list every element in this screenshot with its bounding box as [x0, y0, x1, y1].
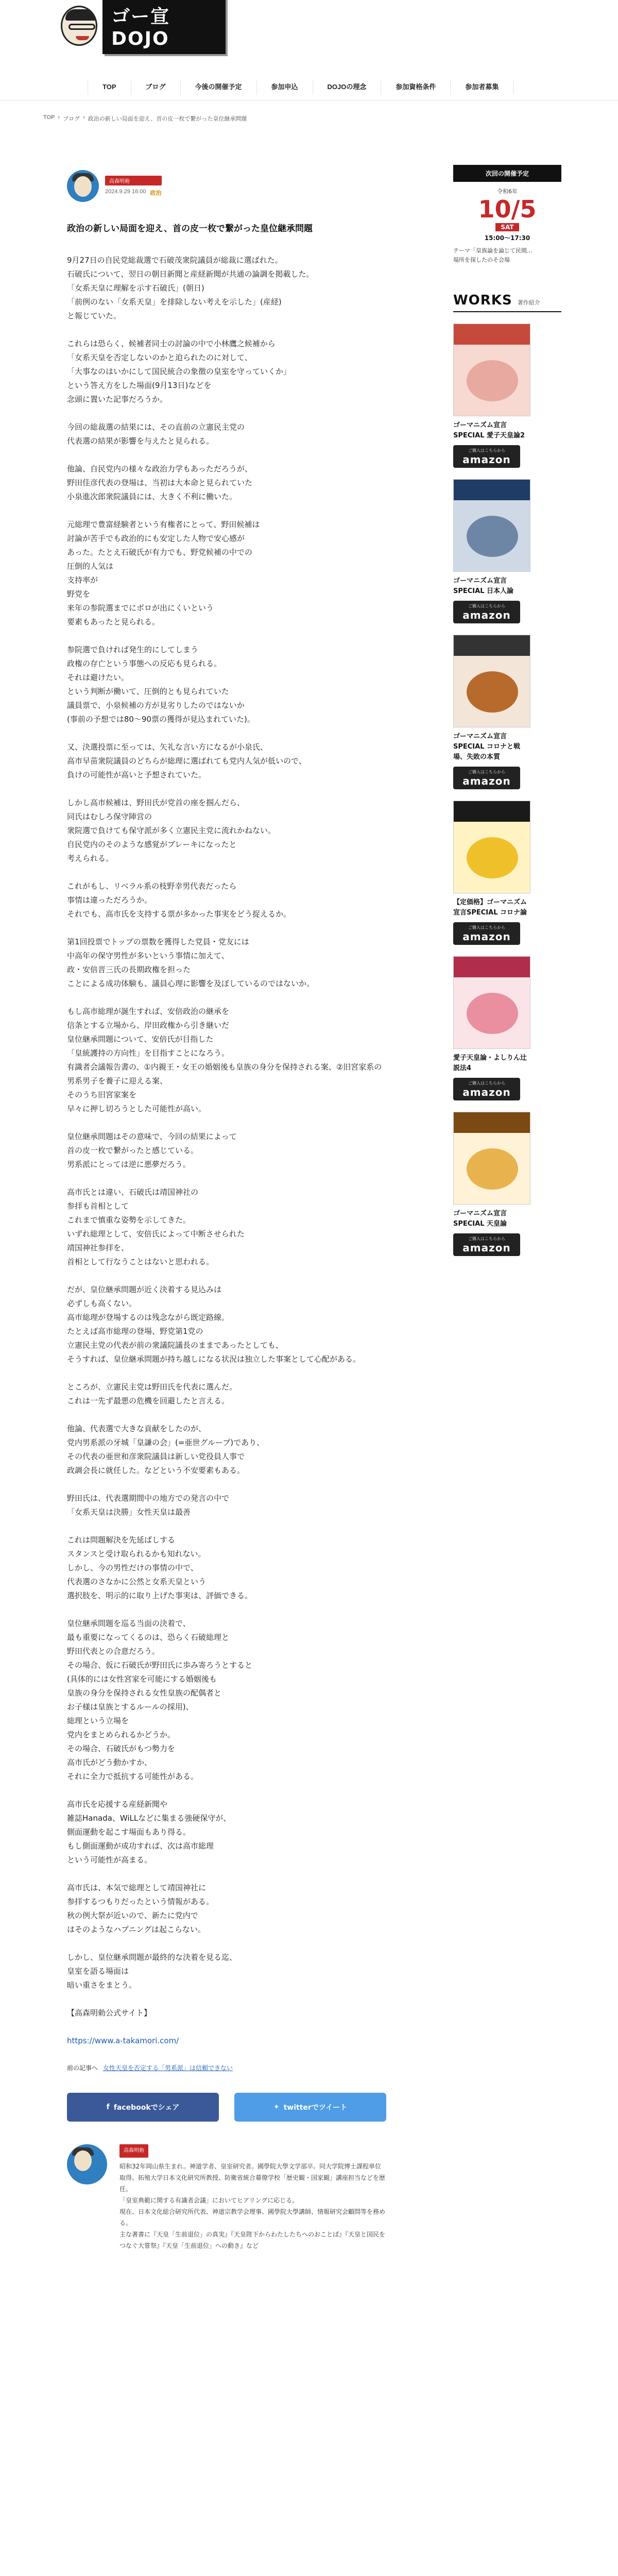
book-cover[interactable]: [453, 1112, 530, 1205]
article-paragraph: しかし、皇位継承問題が最終的な決着を見る迄、 皇室を語る場面は 暗い重さをまとう。: [67, 1952, 237, 1990]
bio-avatar: [67, 2144, 107, 2184]
nav-item-philosophy[interactable]: DOJOの理念: [313, 79, 381, 95]
related-label: 前の記事へ: [67, 2064, 98, 2072]
amazon-logo-icon: amazon: [462, 1086, 511, 1098]
article-paragraph: 他論、自民党内の様々な政治力学もあっただろうが、 野田佳彦代表の登場は、当初は大本命と見られていた 小泉進次郎衆院議員には、大きく不利に働いた。: [67, 464, 253, 501]
book-title[interactable]: ゴーマニズム宣言SPECIAL 日本人論: [453, 577, 514, 595]
amazon-button[interactable]: [453, 1078, 520, 1100]
work-item: [453, 801, 530, 945]
amazon-logo-icon: amazon: [462, 453, 511, 466]
nav-item-recruit[interactable]: 参加者募集: [450, 79, 513, 95]
article-paragraph: 他論、代表選で大きな貢献をしたのが、 党内男系派の牙城「皇謙の会」(=亜世グループ)であり、 その代表の亜世和彦衆院議員は新しい党役員人事で 政調会長に就任した。などという不安要素もある。: [67, 1423, 265, 1475]
article-paragraph: しかし高市候補は、野田氏が党首の座を掴んだら、 同氏はむしろ保守陣営の 衆院選で負けても保守派が多く立憲民主党に流れかねない。 自民党内のそのような感覚がブレーキになったと 考えられる。: [67, 798, 276, 863]
logo-mascot-icon: [61, 6, 97, 46]
event-era-year: 令和6年: [497, 188, 518, 195]
book-title[interactable]: 愛子天皇論・よしりん辻説法4: [453, 1054, 527, 1072]
book-cover[interactable]: [453, 324, 530, 416]
book-title[interactable]: ゴーマニズム宣言SPECIAL 天皇論: [453, 1210, 507, 1228]
article-paragraph: 【高森明勅公式サイト】: [67, 2008, 151, 2018]
amazon-logo-icon: amazon: [462, 930, 511, 943]
related-link[interactable]: 女性天皇を否定する「男系派」は信頼できない: [103, 2064, 233, 2072]
book-title[interactable]: 【定価格】ゴーマニズム宣言SPECIAL コロナ論: [453, 899, 527, 917]
amazon-button[interactable]: [453, 1233, 520, 1256]
work-item: [453, 956, 530, 1100]
amazon-caption: ご購入はこちらから: [468, 1236, 505, 1241]
nav-item-qualification[interactable]: 参加資格条件: [381, 79, 450, 95]
article-body: [67, 253, 386, 2048]
amazon-button[interactable]: [453, 922, 520, 945]
book-cover[interactable]: [453, 635, 530, 727]
event-theme: テーマ「皇族論を論じて民間… 場所を探したのそ会場: [453, 247, 533, 263]
article-paragraph: 参院選で負ければ発生的にしてしまう 政権の存亡という事態への反応も見られる。 それは避けたい。 という判断が働いて、圧倒的とも見られていた 議員票で、小泉候補の方が見劣りしたのではないか (事前の予想では80〜90票の獲得が見込まれていた)。: [67, 645, 255, 724]
amazon-logo-icon: amazon: [462, 1241, 511, 1254]
amazon-button[interactable]: [453, 601, 520, 623]
facebook-share-button[interactable]: f facebookでシェア: [67, 2093, 219, 2122]
amazon-caption: ご購入はこちらから: [468, 1080, 505, 1086]
article-column: [67, 170, 386, 2251]
author-avatar[interactable]: [67, 170, 99, 202]
works-title: WORKS: [453, 293, 512, 308]
logo-text: ゴー宣DOJO: [102, 0, 226, 54]
article-paragraph: 高市氏は、本気で総理として靖国神社に 参拝するつもりだったという情報がある。 秋の例大祭が近いので、新たに党内で はそのようなハプニングは起こらない。: [67, 1883, 214, 1934]
post-title: 政治の新しい局面を迎え、首の皮一枚で繋がった皇位継承問題: [67, 224, 313, 234]
amazon-button[interactable]: [453, 445, 520, 468]
article-paragraph: もし高市総理が誕生すれば、安倍政治の継承を 信条とする立場から、岸田政権から引き継いだ 皇位継承問題について、安倍氏が目指した 「皇統護持の方向性」を目指すことになろう。 有識者会議報告書の、①内親王・女王の婚姻後も皇族の身分を保持される案、②旧宮家系の男系男子を養子に迎える案、 そのうち旧宮家案を 早々に押し切ろうとした可能性が高い。: [67, 1006, 382, 1113]
work-item: [453, 635, 530, 789]
main-nav: [88, 79, 513, 95]
book-cover[interactable]: [453, 956, 530, 1049]
article-paragraph: これは問題解決を先延ばしする スタンスと受け取られるかも知れない。 しかし、今の男性だけの事情の中で、 代表選のさなかに公然と女系天皇という 選択肢を、明示的に取り上げた事実は、評価できる。: [67, 1535, 253, 1600]
article-paragraph: これがもし、リベラル系の枝野幸男代表だったら 事情は違っただろうか。 それでも、高市氏を支持する票が多かった事実をどう捉えるか。: [67, 881, 291, 919]
amazon-caption: ご購入はこちらから: [468, 603, 505, 608]
article-paragraph: 9月27日の自民党総裁選で石破茂衆院議員が総裁に選ばれた。 石破氏について、翌日の朝日新聞と産経新聞が共通の論調を掲載した。 「女系天皇に理解を示す石破氏」(朝日) 「前例のない「女系天皇」を排除しない考えを示した」(産経) と報じていた。: [67, 255, 314, 320]
category-badge[interactable]: 高森明勅: [105, 176, 162, 185]
amazon-button[interactable]: [453, 767, 520, 789]
next-event-heading: 次回の開催予定: [453, 165, 561, 182]
site-header: [0, 0, 618, 49]
article-paragraph: 又、決選投票に至っては、矢礼な言い方になるが小泉氏、 高市早苗衆院議員のどちらが総理に選ばれても党内人気が低いので、 負けの可能性が高いと予想されていた。: [67, 742, 306, 779]
post-tag[interactable]: 政治: [150, 190, 162, 196]
article-paragraph: 元総理で豊富経験者という有権者にとって、野田候補は 討論が苦手でも政治的にも安定した人物で安心感が あった。たとえ石破氏が有力でも、野党候補の中での 圧倒的人気は 支持率が 野党を 来年の参院選までにボロが出にくいという 要素もあったと見られる。: [67, 519, 260, 626]
article-paragraph: だが、皇位継承問題が近く決着する見込みは 必ずしも高くない。 高市総理が登場するのは残念ながら既定路線。 たとえば高市総理の登場、野党第1党の 立憲民主党の代表が前の衆議院議長のままであったとしても、 そうすれば、皇位継承問題が持ち越しになる状況は独立した事案として心配がある。: [67, 1284, 361, 1364]
works-heading: [453, 293, 561, 312]
work-item: [453, 1112, 530, 1256]
article-paragraph: ところが、立憲民主党は野田氏を代表に選んだ。 これは一先ず最悪の危機を回避したと言える。: [67, 1382, 237, 1405]
amazon-logo-icon: amazon: [462, 608, 511, 621]
breadcrumb-blog[interactable]: ブログ: [63, 116, 80, 122]
article-paragraph: 皇位継承問題を巡る当面の決着で、 最も重要になってくるのは、恐らく石破総理と 野田代表との合意だろう。 その場合、仮に石破氏が野田氏に歩み寄ろうとすると (具体的には女性宮家を可能にする婚姻後も 皇族の身分を保持される女性皇族の配偶者と お子様は皇族とするルールの採用)、 総理という立場を 党内をまとめられるかどうか。 その場合、石破氏がもつ勢力を 高市氏がどう動かすか、 それに全力で抵抗する可能性がある。: [67, 1618, 253, 1781]
article-paragraph: 皇位継承問題はその意味で、今回の結果によって 首の皮一枚で繋がったと感じている。 男系派にとっては逆に悪夢だろう。: [67, 1131, 237, 1169]
article-paragraph[interactable]: https://www.a-takamori.com/: [67, 2036, 179, 2045]
share-row: [67, 2093, 386, 2122]
article-paragraph: 高市氏を応援する産経新聞や 雑誌Hanada、WiLLなどに集まる強硬保守が、 側面運動を起こす場面もあり得る。 もし側面運動が成功すれば、次は高市総理 という可能性が高まる。: [67, 1799, 231, 1865]
nav-item-blog[interactable]: ブログ: [131, 79, 180, 95]
book-cover[interactable]: [453, 479, 530, 572]
post-date: 2024.9.29 16:00: [105, 188, 146, 195]
article-paragraph: 野田氏は、代表選期間中の地方での発言の中で 「女系天皇は決勝」女性天皇は最善: [67, 1493, 230, 1517]
twitter-share-button[interactable]: ✦ twitterでツイート: [234, 2093, 386, 2122]
author-bio: [67, 2144, 386, 2251]
article-paragraph: 第1回投票でトップの票数を獲得した党員・党友には 中高年の保守男性が多いという事情に加えて、 政・安倍晋三氏の長期政権を担った ことによる成功体験も、議員心理に影響を及ぼしているのではないか。: [67, 937, 315, 988]
related-post: [67, 2063, 386, 2072]
breadcrumb: TOP › ブログ › 政治の新しい局面を迎え、首の皮一枚で繋がった皇位継承問題: [43, 114, 247, 122]
event-weekday: SAT: [495, 223, 519, 231]
site-logo[interactable]: [61, 5, 226, 49]
work-item: [453, 479, 530, 623]
bio-badge[interactable]: 高森明勅: [119, 2144, 148, 2158]
amazon-logo-icon: amazon: [462, 774, 511, 787]
book-title[interactable]: ゴーマニズム宣言SPECIAL 愛子天皇論2: [453, 421, 525, 439]
nav-item-top[interactable]: TOP: [88, 79, 131, 95]
event-time: 15:00～17:30: [484, 234, 530, 242]
facebook-icon: f: [106, 2103, 110, 2111]
nav-item-schedule[interactable]: 今後の開催予定: [180, 79, 256, 95]
breadcrumb-current: 政治の新しい局面を迎え、首の皮一枚で繋がった皇位継承問題: [88, 116, 247, 122]
amazon-caption: ご購入はこちらから: [468, 769, 505, 774]
next-event-box[interactable]: [453, 182, 561, 270]
book-cover[interactable]: [453, 801, 530, 893]
article-paragraph: 今回の総裁選の結果には、その直前の立憲民主党の 代表選の結果が影響を与えたと見られる。: [67, 422, 245, 446]
event-date: 10/5: [478, 195, 537, 223]
work-item: [453, 324, 530, 468]
book-title[interactable]: ゴーマニズム宣言SPECIAL コロナと戦場、失敗の本質: [453, 733, 521, 761]
amazon-caption: ご購入はこちらから: [468, 448, 505, 453]
article-paragraph: これらは恐らく、候補者同士の討論の中で小林鷹之候補から 「女系天皇を否定しないのかと迫られたのに対して、 「大事なのはいかにして国民統合の象徴の皇室を守っていくか」 という答え方をした場面(9月13日)などを 念頭に置いた記事だろうか。: [67, 338, 291, 404]
bio-text: 昭和32年岡山県生まれ。神道学者、皇室研究者。國學院大學文学部卒。同大学院博士課程単位取得。拓殖大学日本文化研究所教授、防衛省統合幕僚学校「歴史観・国家観」講座担当などを歴任。 「皇室典範に関する有識者会議」においてヒアリングに応じる。 現在、日本文化総合研究所代表、神道宗教学会理事、國學院大學講師、情報研究会顧問等を務める。 主な著書に『天皇「生前退位」の真実』『天皇陛下からわたしたちへのおことば』『天皇と国民をつなぐ大嘗祭』『天皇「生前退位」への動き』など: [119, 2162, 386, 2249]
amazon-caption: ご購入はこちらから: [468, 925, 505, 930]
sidebar: [453, 165, 561, 1256]
nav-item-apply[interactable]: 参加申込: [256, 79, 313, 95]
works-subtitle: 著作紹介: [517, 299, 540, 306]
article-paragraph: 高市氏とは違い、石破氏は靖国神社の 参拝も首相として これまで慎重な姿勢を示してきた。 いずれ総理として、安倍氏によって中断させられた 靖国神社参拝を、 首相として行なうことはないと思われる。: [67, 1187, 245, 1266]
breadcrumb-top[interactable]: TOP: [43, 114, 55, 121]
author-row: [67, 170, 386, 202]
twitter-icon: ✦: [273, 2103, 280, 2111]
works-list: [453, 324, 561, 1256]
